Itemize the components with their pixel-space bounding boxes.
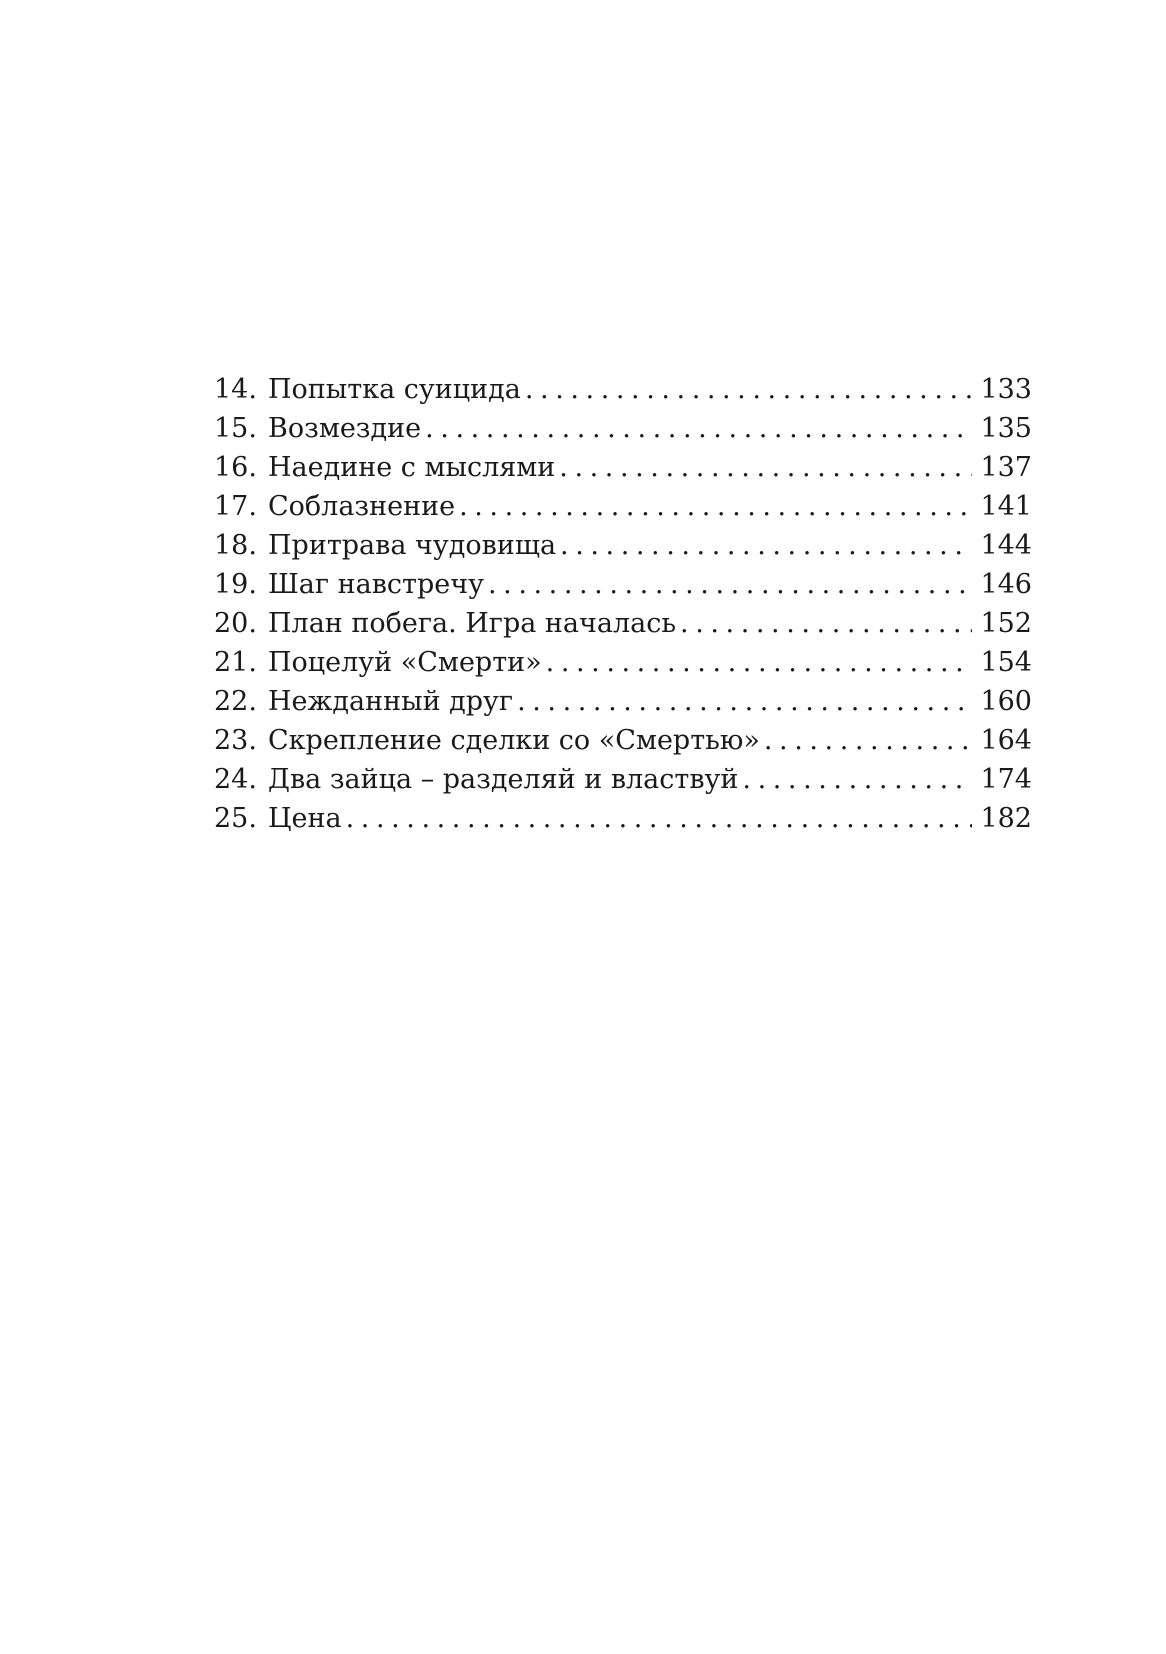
entry-page-number: 133	[980, 374, 1032, 405]
entry-number: 16.	[214, 452, 257, 483]
entry-number: 14.	[214, 374, 257, 405]
entry-page-number: 154	[980, 647, 1032, 678]
toc-entry	[214, 643, 1032, 682]
dot-leader	[525, 370, 973, 409]
entry-title: Притрава чудовища	[268, 530, 557, 561]
entry-title: Попытка суицида	[268, 374, 521, 405]
entry-number: 20.	[214, 608, 257, 639]
toc-entry	[214, 604, 1032, 643]
entry-page-number: 182	[980, 803, 1032, 834]
dot-leader	[560, 526, 972, 565]
entry-title: План побега. Игра началась	[268, 608, 677, 639]
dot-leader	[546, 643, 973, 682]
dot-leader	[346, 799, 973, 838]
dot-leader	[459, 487, 972, 526]
dot-leader	[517, 682, 972, 721]
dot-leader	[425, 409, 972, 448]
entry-number: 17.	[214, 491, 257, 522]
entry-number: 22.	[214, 686, 257, 717]
entry-title: Поцелуй «Смерти»	[268, 647, 542, 678]
entry-page-number: 146	[980, 569, 1032, 600]
entry-page-number: 164	[980, 725, 1032, 756]
entry-page-number: 144	[980, 530, 1032, 561]
toc-entry	[214, 565, 1032, 604]
toc-entry	[214, 448, 1032, 487]
dot-leader	[764, 721, 973, 760]
entry-number: 23.	[214, 725, 257, 756]
entry-title: Возмездие	[268, 413, 422, 444]
entry-title: Наедине с мыслями	[268, 452, 556, 483]
dot-leader	[488, 565, 972, 604]
toc-entry	[214, 487, 1032, 526]
toc-entry	[214, 799, 1032, 838]
entry-number: 15.	[214, 413, 257, 444]
dot-leader	[559, 448, 972, 487]
toc-entry	[214, 760, 1032, 799]
dot-leader	[742, 760, 972, 799]
entry-page-number: 152	[980, 608, 1032, 639]
entry-page-number: 135	[980, 413, 1032, 444]
entry-title: Шаг навстречу	[268, 569, 484, 600]
entry-page-number: 174	[980, 764, 1032, 795]
entry-number: 21.	[214, 647, 257, 678]
entry-page-number: 160	[980, 686, 1032, 717]
entry-number: 24.	[214, 764, 257, 795]
entry-title: Цена	[268, 803, 342, 834]
entry-page-number: 141	[980, 491, 1032, 522]
toc-entry	[214, 721, 1032, 760]
toc-entry	[214, 526, 1032, 565]
table-of-contents	[214, 370, 1032, 838]
entry-title: Два зайца – разделяй и властвуй	[268, 764, 739, 795]
entry-title: Скрепление сделки со «Смертью»	[268, 725, 760, 756]
toc-entry	[214, 370, 1032, 409]
entry-number: 25.	[214, 803, 257, 834]
entry-title: Соблазнение	[268, 491, 456, 522]
dot-leader	[680, 604, 972, 643]
toc-entry	[214, 409, 1032, 448]
entry-number: 19.	[214, 569, 257, 600]
toc-entry	[214, 682, 1032, 721]
entry-title: Нежданный друг	[268, 686, 514, 717]
entry-number: 18.	[214, 530, 257, 561]
entry-page-number: 137	[980, 452, 1032, 483]
